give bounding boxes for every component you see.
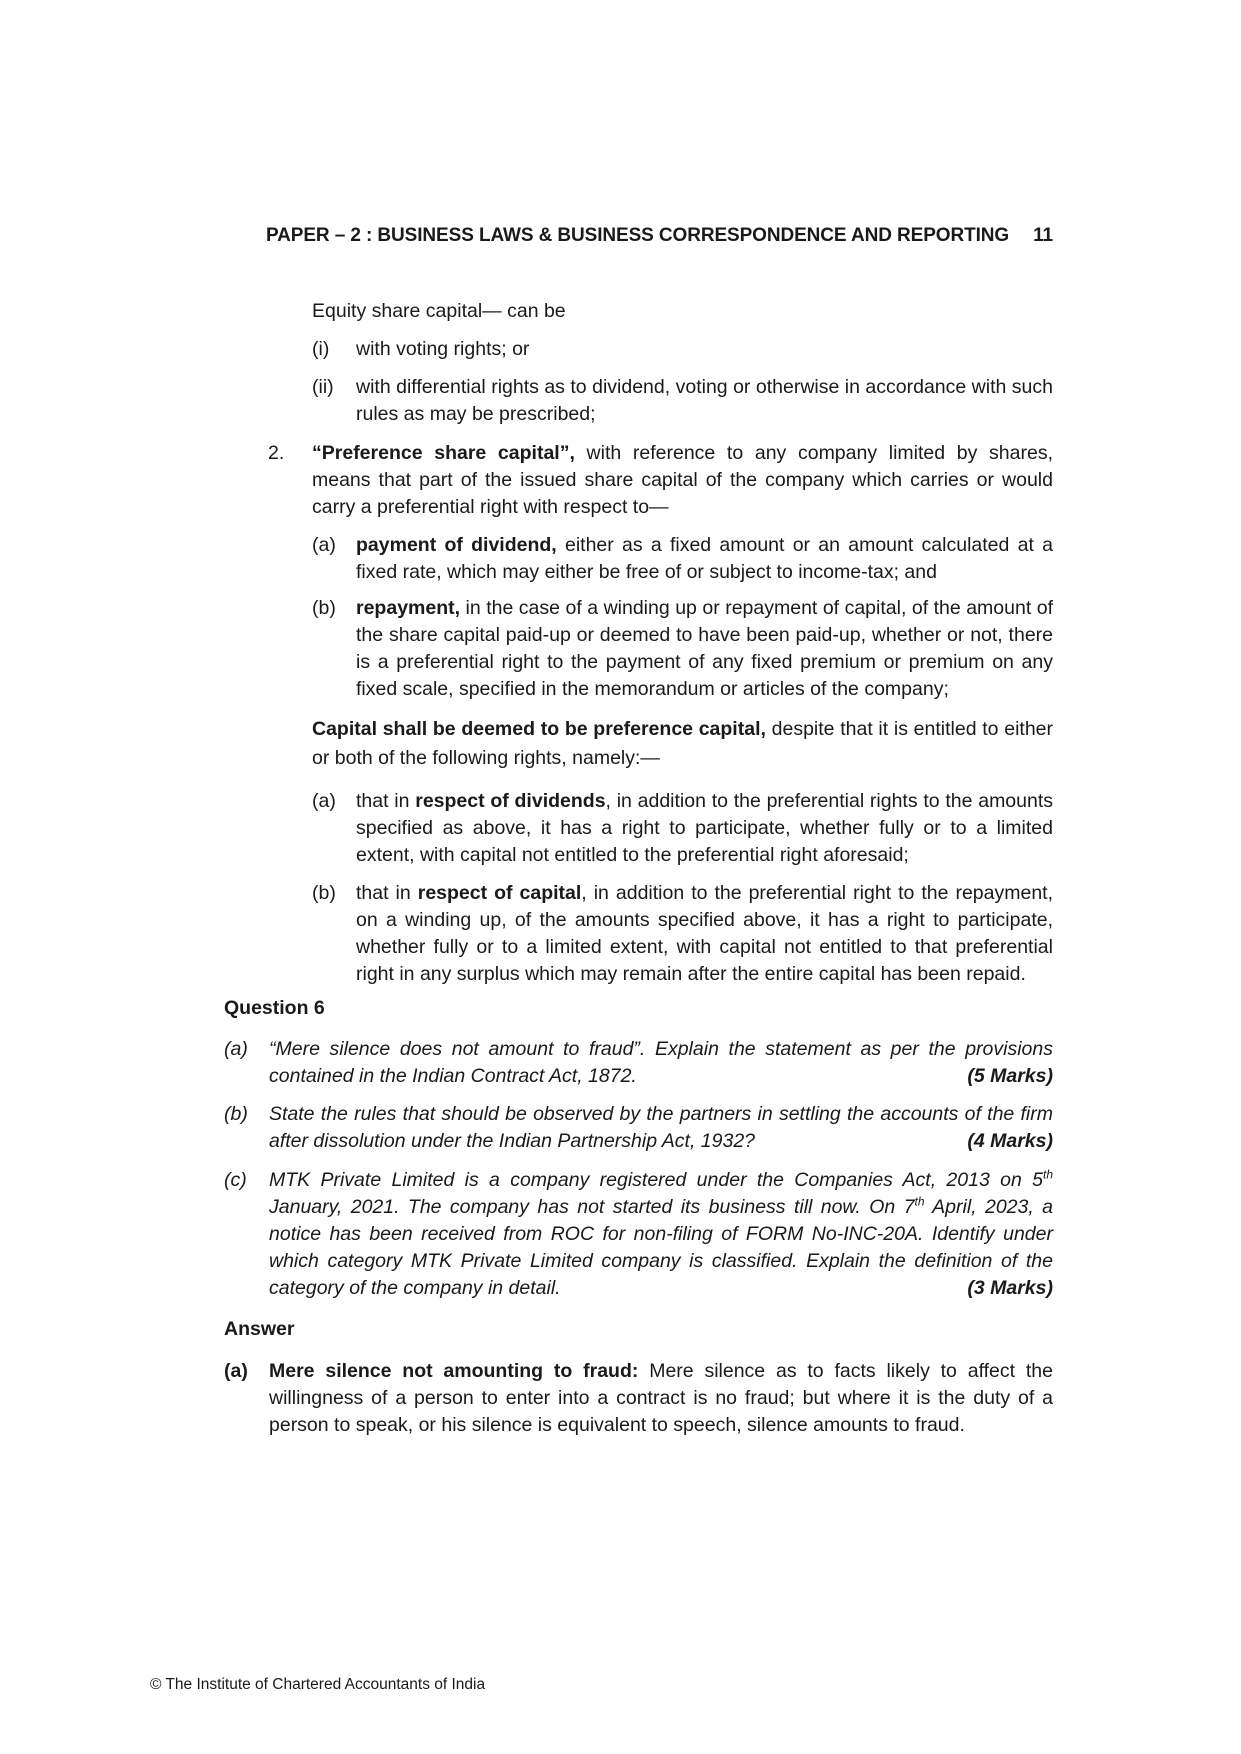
definition-number: 2.	[268, 442, 285, 464]
marks-label: (3 Marks)	[967, 1277, 1053, 1299]
page-header	[266, 225, 1053, 247]
answer-part-text: Mere silence as to facts likely to affect the willingness of a person to enter into a contract is no fraud; but where it is the duty of a person to speak, or his silence is equivalent to speech, silence amounts to fraud.	[269, 1360, 1053, 1436]
question-part	[269, 1101, 1053, 1155]
question-part	[269, 1167, 1053, 1302]
question-part-text: “Mere silence does not amount to fraud”. Explain the statement as per the provisions contained in the Indian Contract Act, 1872.	[269, 1038, 1053, 1087]
question-part-text-1: MTK Private Limited is a company registered under the Companies Act, 2013 on 5	[269, 1169, 1043, 1191]
rights-item	[356, 880, 1053, 988]
preference-item-label: (a)	[312, 534, 336, 556]
rights-item-term: respect of dividends	[415, 790, 606, 812]
question-part-text-3: April, 2023, a notice has been received from ROC for non-filing of FORM No-INC-20A. Identify under which category MTK Private Limited company is classified. Explain the definition of the category of the company in detail.	[269, 1196, 1053, 1299]
rights-item-text: , in addition to the preferential rights to the amounts specified as above, it has a right to participate, whether fully or to a limited extent, with capital not entitled to the preferential right aforesaid;	[356, 790, 1054, 866]
marks-label: (4 Marks)	[967, 1130, 1053, 1152]
answer-part-term: Mere silence not amounting to fraud:	[269, 1360, 639, 1382]
preference-item-term: repayment,	[356, 597, 461, 619]
rights-item-label: (b)	[312, 882, 336, 904]
question-part	[269, 1036, 1053, 1090]
equity-item-label: (ii)	[312, 376, 334, 398]
rights-item	[356, 788, 1053, 869]
preference-item	[356, 595, 1053, 703]
answer-heading: Answer	[224, 1318, 295, 1340]
answer-part	[269, 1358, 1053, 1439]
ordinal-suffix: th	[1042, 1167, 1053, 1182]
paper-title: PAPER – 2 : BUSINESS LAWS & BUSINESS CORRESPONDENCE AND REPORTING	[266, 225, 1010, 246]
preference-item-label: (b)	[312, 597, 336, 619]
equity-intro: Equity share capital— can be	[312, 300, 566, 322]
copyright-footer: © The Institute of Chartered Accountants of India	[150, 1676, 486, 1693]
preference-item-text: in the case of a winding up or repayment of capital, of the amount of the share capital paid-up or deemed to have been paid-up, whether or not, there is a preferential right to the payment of any fixed premium or premium on any fixed scale, specified in the memorandum or articles of the company;	[356, 597, 1053, 700]
equity-item-text: with differential rights as to dividend, voting or otherwise in accordance with such rules as may be prescribed;	[356, 376, 1053, 425]
rights-item-pre: that in	[356, 882, 411, 904]
preference-definition-text: with reference to any company limited by shares, means that part of the issued share capital of the company which carries or would carry a preferential right with respect to—	[312, 442, 1053, 518]
question-heading: Question 6	[224, 997, 325, 1019]
rights-item-pre: that in	[356, 790, 410, 812]
marks-label: (5 Marks)	[967, 1065, 1053, 1087]
rights-item-term: respect of capital	[417, 882, 582, 904]
question-part-label: (a)	[224, 1038, 248, 1060]
question-part-label: (b)	[224, 1103, 248, 1125]
rights-item-label: (a)	[312, 790, 336, 812]
rights-item-text: , in addition to the preferential right to the repayment, on a winding up, of the amounts specified above, it has a right to participate, whether fully or to a limited extent, with capital not entitled to that preferential right in any surplus which may remain after the entire capital has been repaid.	[356, 882, 1054, 985]
ordinal-suffix: th	[914, 1194, 925, 1209]
preference-item-term: payment of dividend,	[356, 534, 557, 556]
preference-definition	[312, 440, 1053, 521]
question-part-text-2: January, 2021. The company has not started its business till now. On 7	[269, 1196, 915, 1218]
question-part-label: (c)	[224, 1169, 247, 1191]
answer-part-label: (a)	[224, 1360, 248, 1382]
deemed-preference-term: Capital shall be deemed to be preference capital,	[312, 718, 766, 740]
deemed-preference-text: despite that it is entitled to either or both of the following rights, namely:—	[312, 718, 1054, 769]
page-number: 11	[1033, 225, 1053, 246]
preference-term: “Preference share capital”,	[312, 442, 575, 464]
preference-item	[356, 532, 1053, 586]
preference-item-text: either as a fixed amount or an amount calculated at a fixed rate, which may either be free of or subject to income-tax; and	[356, 534, 1053, 583]
deemed-preference-paragraph	[312, 715, 1053, 773]
question-part-text: State the rules that should be observed by the partners in settling the accounts of the firm after dissolution under the Indian Partnership Act, 1932?	[269, 1103, 1053, 1152]
equity-item-text: with voting rights; or	[356, 338, 530, 360]
equity-item-label: (i)	[312, 338, 330, 360]
